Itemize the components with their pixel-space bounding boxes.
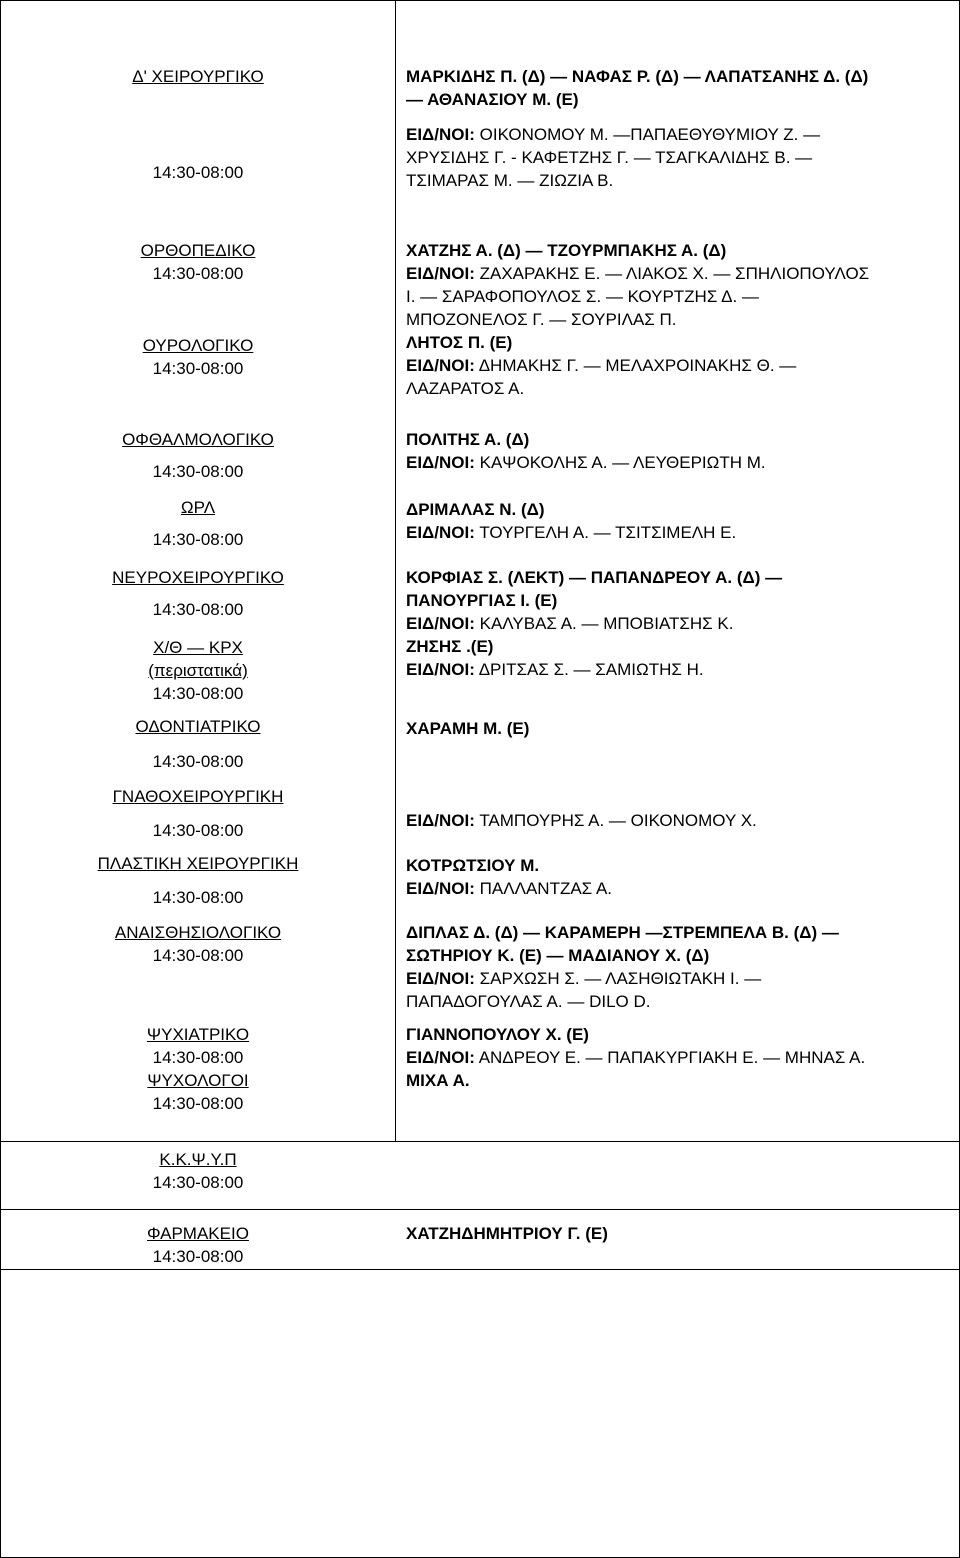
doctors-line: ΚΟΤΡΩΤΣΙΟΥ Μ.: [406, 856, 540, 875]
residents-line: ΧΡΥΣΙΔΗΣ Γ. - ΚΑΦΕΤΖΗΣ Γ. — ΤΣΑΓΚΑΛΙΔΗΣ Β. —: [406, 148, 813, 167]
residents-names: ΔΡΙΤΣΑΣ Σ. — ΣΑΜΙΩΤΗΣ Η.: [478, 660, 704, 679]
residents-names: ΖΑΧΑΡΑΚΗΣ Ε. — ΛΙΑΚΟΣ Χ. — ΣΠΗΛΙΟΠΟΥΛΟΣ: [479, 264, 870, 283]
row-divider: [1, 1269, 959, 1270]
dept-name: ΟΥΡΟΛΟΓΙΚΟ: [142, 336, 254, 355]
shift-time: 14:30-08:00: [152, 888, 244, 907]
residents-line: [406, 1046, 951, 1069]
residents-line: ΛΑΖΑΡΑΤΟΣ Α.: [406, 379, 525, 398]
shift-time: 14:30-08:00: [152, 1173, 244, 1192]
residents-line: ΠΑΠΑΔΟΓΟΥΛΑΣ Α. — DILO D.: [406, 992, 651, 1011]
dept-name: ΟΔΟΝΤΙΑΤΡΙΚΟ: [135, 717, 261, 736]
dept-name: ΨΥΧΟΛΟΓΟΙ: [147, 1071, 249, 1090]
shift-time: 14:30-08:00: [152, 1094, 244, 1113]
dept-psychiatric: [1, 1023, 395, 1115]
residents-names: ΑΝΔΡΕΟΥ Ε. — ΠΑΠΑΚΥΡΓΙΑΚΗ Ε. — ΜΗΝΑΣ Α.: [478, 1048, 866, 1067]
doctors-line: ΚΟΡΦΙΑΣ Σ. (ΛΕΚΤ) — ΠΑΠΑΝΔΡΕΟΥ Α. (Δ) —: [406, 568, 783, 587]
residents-names: ΣΑΡΧΩΣΗ Σ. — ΛΑΣΗΘΙΩΤΑΚΗ Ι. —: [479, 969, 762, 988]
residents-names: ΔΗΜΑΚΗΣ Γ. — ΜΕΛΑΧΡΟΙΝΑΚΗΣ Θ. —: [478, 356, 797, 375]
dept-name: ΨΥΧΙΑΤΡΙΚΟ: [146, 1025, 250, 1044]
doctors-line: ΧΑΤΖΗΣ Α. (Δ) — ΤΖΟΥΡΜΠΑΚΗΣ Α. (Δ): [406, 241, 727, 260]
staff-psychiatric: [406, 1023, 951, 1092]
dept-ent: [1, 496, 395, 551]
staff-ophthalmology: [406, 428, 951, 474]
dept-kkpsyp: [1, 1148, 395, 1194]
dept-name: ΠΛΑΣΤΙΚΗ ΧΕΙΡΟΥΡΓΙΚΗ: [97, 854, 299, 873]
residents-line: Ι. — ΣΑΡΑΦΟΠΟΥΛΟΣ Σ. — ΚΟΥΡΤΖΗΣ Δ. —: [406, 287, 759, 306]
staff-neurosurgery: [406, 566, 951, 681]
column-divider: [395, 1, 396, 1141]
dept-orthopedic: [1, 239, 395, 285]
residents-label: ΕΙΔ/ΝΟΙ:: [406, 660, 475, 679]
shift-time: 14:30-08:00: [152, 946, 244, 965]
dept-pharmacy: [1, 1222, 395, 1268]
doctors-line: ΠΑΝΟΥΡΓΙΑΣ Ι. (Ε): [406, 591, 558, 610]
shift-time: 14:30-08:00: [152, 359, 244, 378]
residents-label: ΕΙΔ/ΝΟΙ:: [406, 879, 475, 898]
dept-name: ΟΦΘΑΛΜΟΛΟΓΙΚΟ: [122, 430, 274, 449]
dept-name: ΑΝΑΙΣΘΗΣΙΟΛΟΓΙΚΟ: [114, 923, 282, 942]
dept-note: (περιστατικά): [148, 661, 248, 680]
shift-time: 14:30-08:00: [152, 600, 244, 619]
dept-name: Κ.Κ.Ψ.Υ.Π: [159, 1150, 237, 1169]
shift-time: 14:30-08:00: [152, 530, 244, 549]
residents-line: [406, 354, 951, 377]
residents-names: ΠΑΛΛΑΝΤΖΑΣ Α.: [479, 879, 613, 898]
dept-plastic: [1, 852, 395, 909]
doctors-line: ΛΗΤΟΣ Π. (Ε): [406, 333, 513, 352]
doctors-line: ΖΗΣΗΣ .(Ε): [406, 637, 494, 656]
residents-names: ΤΟΥΡΓΕΛΗ Α. — ΤΣΙΤΣΙΜΕΛΗ Ε.: [479, 523, 737, 542]
dept-name: ΦΑΡΜΑΚΕΙΟ: [147, 1224, 249, 1243]
staff-pharmacy: [406, 1222, 951, 1245]
doctors-line: ΔΙΠΛΑΣ Δ. (Δ) — ΚΑΡΑΜΕΡΗ —ΣΤΡΕΜΠΕΛΑ Β. (Δ) —: [406, 923, 839, 942]
staff-ent: [406, 498, 951, 544]
residents-names: ΚΑΨΟΚΟΛΗΣ Α. — ΛΕΥΘΕΡΙΩΤΗ Μ.: [479, 453, 766, 472]
dept-name: Χ/Θ — ΚΡΧ: [153, 638, 243, 657]
shift-time: 14:30-08:00: [152, 1048, 244, 1067]
doctors-line: ΣΩΤΗΡΙΟΥ Κ. (Ε) — ΜΑΔΙΑΝΟΥ Χ. (Δ): [406, 946, 710, 965]
staff-orthopedic: [406, 239, 951, 400]
doctors-line: ΓΙΑΝΝΟΠΟΥΛΟΥ Χ. (Ε): [406, 1025, 589, 1044]
doctors-line: — ΑΘΑΝΑΣΙΟΥ Μ. (Ε): [406, 90, 579, 109]
residents-label: ΕΙΔ/ΝΟΙ:: [406, 811, 475, 830]
shift-time: 14:30-08:00: [152, 264, 244, 283]
dept-ophthalmology: [1, 428, 395, 483]
dept-name: ΝΕΥΡΟΧΕΙΡΟΥΡΓΙΚΟ: [112, 568, 284, 587]
residents-line: ΤΣΙΜΑΡΑΣ Μ. — ΖΙΩΖΙΑ Β.: [406, 171, 614, 190]
residents-label: ΕΙΔ/ΝΟΙ:: [406, 453, 475, 472]
shift-time: 14:30-08:00: [152, 821, 244, 840]
dept-name: ΓΝΑΘΟΧΕΙΡΟΥΡΓΙΚΗ: [112, 787, 284, 806]
residents-names: ΤΑΜΠΟΥΡΗΣ Α. — ΟΙΚΟΝΟΜΟΥ Χ.: [479, 811, 757, 830]
shift-time: 14:30-08:00: [152, 684, 244, 703]
staff-dental: [406, 717, 951, 740]
dept-urology: [1, 334, 395, 380]
shift-time: 14:30-08:00: [152, 163, 244, 182]
staff-anesthesiology: [406, 921, 951, 1013]
residents-names: ΚΑΛΥΒΑΣ Α. — ΜΠΟΒΙΑΤΣΗΣ Κ.: [479, 614, 734, 633]
shift-time: 14:30-08:00: [152, 462, 244, 481]
residents-label: ΕΙΔ/ΝΟΙ:: [406, 1048, 475, 1067]
doctors-line: ΔΡΙΜΑΛΑΣ Ν. (Δ): [406, 500, 545, 519]
dept-name: ΟΡΘΟΠΕΔΙΚΟ: [140, 241, 256, 260]
staff-maxillofacial: [406, 809, 951, 832]
residents-line: [406, 612, 951, 635]
dept-d-surgery: [1, 65, 395, 88]
dept-thoracic: [1, 636, 395, 705]
shift-time: 14:30-08:00: [152, 752, 244, 771]
doctors-line: ΜΑΡΚΙΔΗΣ Π. (Δ) — ΝΑΦΑΣ Ρ. (Δ) — ΛΑΠΑΤΣΑΝΗΣ Δ. (Δ): [406, 67, 869, 86]
residents-label: ΕΙΔ/ΝΟΙ:: [406, 264, 475, 283]
residents-line: [406, 521, 951, 544]
shift-time: 14:30-08:00: [152, 1247, 244, 1266]
doctors-line: ΧΑΤΖΗΔΗΜΗΤΡΙΟΥ Γ. (Ε): [406, 1224, 608, 1243]
doctors-line: ΧΑΡΑΜΗ Μ. (Ε): [406, 719, 530, 738]
dept-neurosurgery: [1, 566, 395, 621]
residents-label: ΕΙΔ/ΝΟΙ:: [406, 125, 475, 144]
dept-name: ΩΡΛ: [180, 498, 216, 517]
doctors-line: ΠΟΛΙΤΗΣ Α. (Δ): [406, 430, 530, 449]
residents-label: ΕΙΔ/ΝΟΙ:: [406, 523, 475, 542]
row-divider: [1, 1209, 959, 1210]
dept-anesthesiology: [1, 921, 395, 967]
residents-label: ΕΙΔ/ΝΟΙ:: [406, 614, 475, 633]
residents-names: ΟΙΚΟΝΟΜΟΥ Μ. —ΠΑΠΑΕΘΥΘΥΜΙΟΥ Ζ. —: [479, 125, 821, 144]
staff-plastic: [406, 854, 951, 900]
dept-maxillofacial: [1, 785, 395, 842]
dept-d-surgery-time: [1, 161, 395, 184]
residents-line: [406, 262, 951, 285]
residents-label: ΕΙΔ/ΝΟΙ:: [406, 969, 475, 988]
residents-label: ΕΙΔ/ΝΟΙ:: [406, 356, 475, 375]
staff-d-surgery: [406, 65, 951, 192]
residents-line: [406, 809, 951, 832]
residents-line: [406, 967, 951, 990]
residents-line: [406, 451, 951, 474]
residents-line: [406, 123, 951, 146]
residents-line: [406, 658, 951, 681]
residents-line: ΜΠΟΖΟΝΕΛΟΣ Γ. — ΣΟΥΡΙΛΑΣ Π.: [406, 310, 677, 329]
row-divider: [1, 1141, 959, 1142]
residents-line: [406, 877, 951, 900]
dept-dental: [1, 715, 395, 773]
dept-name: Δ' ΧΕΙΡΟΥΡΓΙΚΟ: [132, 67, 264, 86]
doctors-line: ΜΙΧΑ Α.: [406, 1071, 470, 1090]
